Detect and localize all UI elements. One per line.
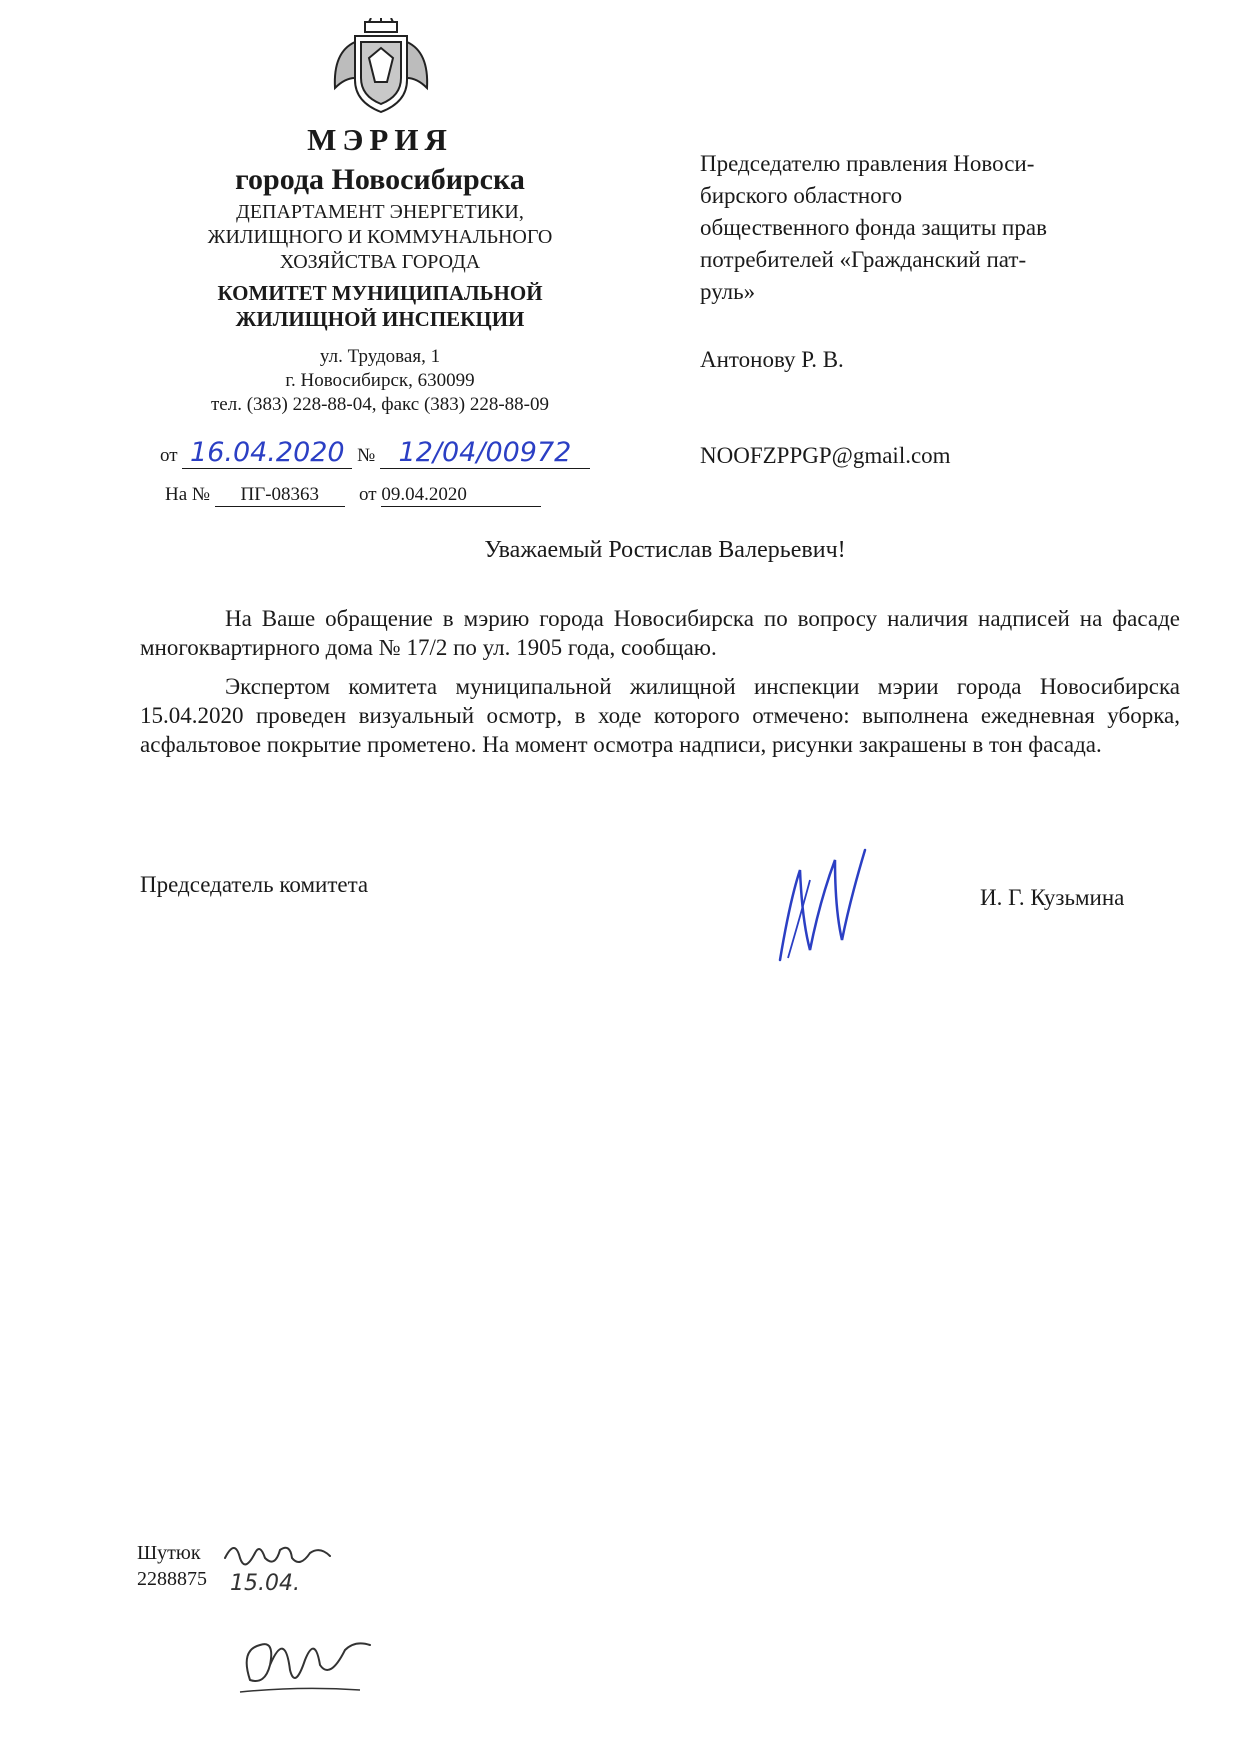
executor-handwriting-icon: [220, 1528, 360, 1598]
body-paragraph: Экспертом комитета муниципальной жилищной инспекции мэрии города Новосибирска 15.04.2020 проведен визуальный осмотр, в ходе которого отмечено: выполнена ежедневная уборка, асфальтовое покрытие прометено. На момент осмотра надписи, рисунки закрашены в тон фасада.: [140, 674, 1180, 757]
outgoing-registration: [160, 437, 590, 469]
recipient-line: общественного фонда защиты прав: [700, 215, 1047, 240]
reply-date: 09.04.2020: [381, 484, 541, 507]
executor-block: [137, 1540, 207, 1592]
address-line: тел. (383) 228-88-04, факс (383) 228-88-09: [210, 394, 550, 415]
department-line: ХОЗЯЙСТВА ГОРОДА: [279, 251, 481, 273]
reply-number: ПГ-08363: [215, 484, 345, 507]
number-label: №: [357, 445, 376, 466]
letterhead-title: МЭРИЯ: [307, 122, 453, 157]
handwritten-signature-icon: [750, 840, 890, 980]
body-paragraph: На Ваше обращение в мэрию города Новосибирска по вопросу наличия надписей на фасаде многоквартирного дома № 17/2 по ул. 1905 года, сообщаю.: [140, 606, 1180, 660]
address-line: ул. Трудовая, 1: [319, 346, 441, 367]
reply-reference: [165, 484, 541, 507]
outgoing-date: 16.04.2020: [182, 437, 352, 469]
date-label: от: [160, 445, 178, 466]
committee-line: КОМИТЕТ МУНИЦИПАЛЬНОЙ: [217, 281, 543, 305]
letterhead-address: [150, 345, 610, 417]
reply-number-label: На №: [165, 484, 211, 505]
outgoing-number: 12/04/00972: [380, 437, 590, 469]
city-coat-of-arms-icon: [325, 18, 437, 118]
executor-phone: 2288875: [137, 1568, 207, 1590]
recipient-line: руль»: [700, 279, 756, 304]
recipient-line: бирского областного: [700, 183, 903, 208]
addressee-name: Антонову Р. В.: [700, 347, 844, 372]
committee-line: ЖИЛИЩНОЙ ИНСПЕКЦИИ: [235, 307, 525, 331]
executor-date: 15.04.: [230, 1571, 300, 1596]
salutation: Уважаемый Ростислав Валерьевич!: [484, 537, 846, 563]
letterhead-department: [150, 200, 610, 275]
address-line: г. Новосибирск, 630099: [285, 370, 475, 391]
letter-body: [140, 604, 1180, 769]
signatory-position: Председатель комитета: [140, 872, 369, 897]
letterhead-committee: [150, 280, 610, 332]
department-line: ЖИЛИЩНОГО И КОММУНАЛЬНОГО: [207, 226, 553, 248]
signatory-name: И. Г. Кузьмина: [980, 885, 1125, 910]
reply-date-label: от: [359, 484, 377, 505]
recipient-email: NOOFZPPGP@gmail.com: [700, 443, 951, 468]
initials-handwriting-icon: [230, 1610, 380, 1700]
department-line: ДЕПАРТАМЕНТ ЭНЕРГЕТИКИ,: [236, 201, 524, 223]
letterhead-city: города Новосибирска: [235, 163, 525, 196]
executor-name: Шутюк: [137, 1542, 201, 1564]
recipient-block: [700, 148, 1170, 308]
recipient-line: Председателю правления Новоси-: [700, 151, 1035, 176]
recipient-line: потребителей «Гражданский пат-: [700, 247, 1027, 272]
